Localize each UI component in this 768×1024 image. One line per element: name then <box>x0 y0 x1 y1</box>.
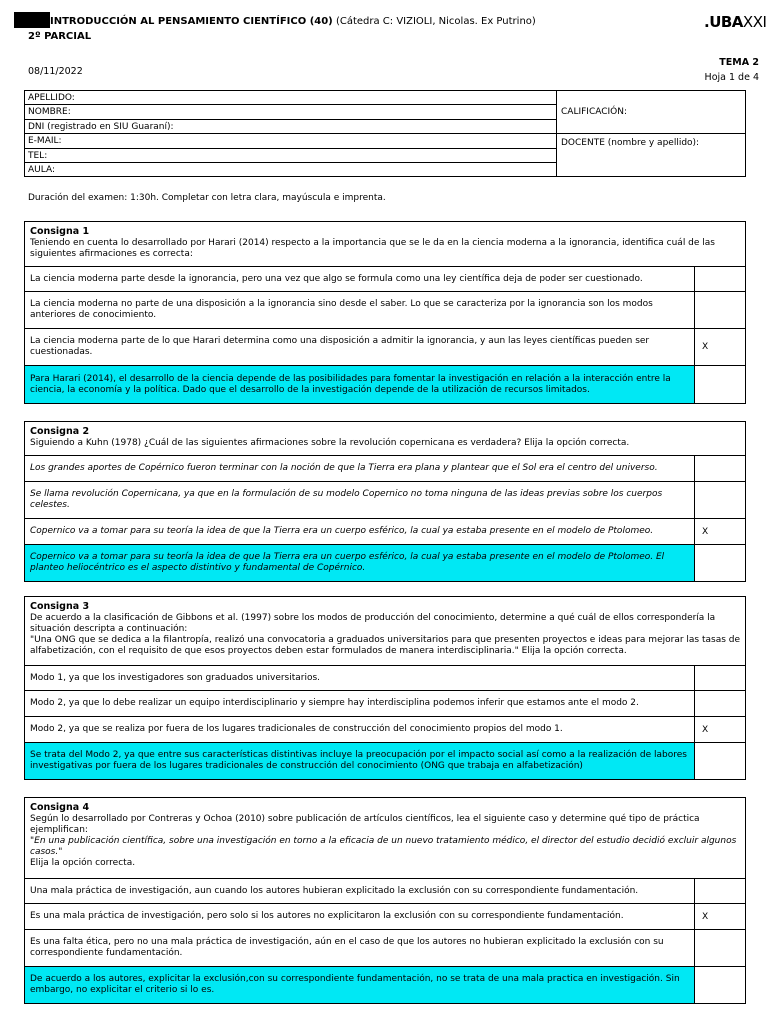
answer-option[interactable] <box>25 267 745 292</box>
option-mark-cell[interactable] <box>695 691 745 716</box>
question-header <box>25 222 745 267</box>
option-mark-cell[interactable] <box>695 292 745 328</box>
question-block-3 <box>24 596 746 780</box>
question-header <box>25 422 745 456</box>
question-header <box>25 798 745 879</box>
exam-name: 2º PARCIAL <box>28 31 92 42</box>
dni-field[interactable]: DNI (registrado en SIU Guaraní): <box>25 120 556 134</box>
question-title: Consigna 1 <box>30 226 90 237</box>
exam-instructions: Duración del examen: 1:30h. Completar con letra clara, mayúscula e imprenta. <box>28 193 386 203</box>
option-mark-cell[interactable] <box>695 666 745 690</box>
question-prompt: Según lo desarrollado por Contreras y Ochoa (2010) sobre publicación de artículos científicos, lea el siguiente caso y determine qué tipo de práctica ejemplifican: <box>30 814 700 835</box>
answer-option[interactable] <box>25 666 745 691</box>
answer-option[interactable] <box>25 879 745 904</box>
option-text: La ciencia moderna no parte de una disposición a la ignorancia sino desde el saber. Lo que se caracteriza por la ignorancia son los modos anteriores de conocimiento. <box>25 292 695 328</box>
answer-option[interactable] <box>25 904 745 930</box>
page-title <box>50 16 536 27</box>
email-field[interactable]: E-MAIL: <box>25 134 556 148</box>
question-title: Consigna 3 <box>30 601 90 612</box>
question-title: Consigna 2 <box>30 426 90 437</box>
answer-option-highlighted[interactable] <box>25 545 745 581</box>
answer-option[interactable] <box>25 519 745 545</box>
option-mark-cell[interactable]: X <box>702 526 709 537</box>
option-text: La ciencia moderna parte de lo que Harari determina como una disposición a admitir la ignorancia, y aun las leyes científicas pueden ser cuestionadas. <box>25 329 695 365</box>
option-mark-cell[interactable]: X <box>702 724 709 735</box>
apellido-field[interactable]: APELLIDO: <box>25 91 556 105</box>
answer-option-highlighted[interactable] <box>25 366 745 403</box>
question-prompt: Siguiendo a Kuhn (1978) ¿Cuál de las siguientes afirmaciones sobre la revolución copernicana es verdadera? Elija la opción correcta. <box>30 438 630 448</box>
option-text: Copernico va a tomar para su teoría la idea de que la Tierra era un cuerpo esférico, la cual ya estaba presente en el modelo de Ptolomeo. El planteo heliocéntrico es el aspecto distintivo y fundamental de Copérnico. <box>25 545 695 581</box>
exam-date: 08/11/2022 <box>28 66 83 77</box>
answer-option-highlighted[interactable] <box>25 967 745 1003</box>
option-text: Los grandes aportes de Copérnico fueron terminar con la noción de que la Tierra era plana y plantear que el Sol era el centro del universo. <box>25 456 695 481</box>
student-id-box <box>24 90 746 177</box>
option-mark-cell[interactable] <box>695 482 745 518</box>
answer-option[interactable] <box>25 292 745 329</box>
option-mark-cell[interactable] <box>695 267 745 291</box>
question-prompt: De acuerdo a la clasificación de Gibbons et al. (1997) sobre los modos de producción del conocimiento, determine a qué cuál de ellos correspondería la situación descripta a continuación: <box>30 613 716 634</box>
option-mark-cell[interactable] <box>695 545 745 581</box>
uba-xxi-logo: .UBAXXI <box>704 13 767 31</box>
option-mark-cell[interactable] <box>695 967 745 1003</box>
option-text: De acuerdo a los autores, explicitar la exclusión,con su correspondiente fundamentación, no se trata de una mala practica en investigación. Sin embargo, no explicitar el criterio si lo es. <box>25 967 695 1003</box>
option-text: Una mala práctica de investigación, aun cuando los autores hubieran explicitado la exclusión con su correspondiente fundamentación. <box>25 879 695 903</box>
course-name: INTRODUCCIÓN AL PENSAMIENTO CIENTÍFICO (40) <box>50 16 333 27</box>
option-text: La ciencia moderna parte desde la ignorancia, pero una vez que algo se formula como una ley científica deja de poder ser cuestionado. <box>25 267 695 291</box>
option-text: Se llama revolución Copernicana, ya que en la formulación de su modelo Copernico no toma ninguna de las ideas previas sobre los cuerpos celestes. <box>25 482 695 518</box>
option-mark-cell[interactable] <box>695 879 745 903</box>
option-text: Para Harari (2014), el desarrollo de la ciencia depende de las posibilidades para fomentar la investigación en relación a la interacción entre la ciencia, la economía y la política. Dado que el desarrollo de la investigación depende de la utilización de recursos limitados. <box>25 366 695 403</box>
option-text: Es una falta ética, pero no una mala práctica de investigación, aún en el caso de que los autores no hubieran explicitado la exclusión con su correspondiente fundamentación. <box>25 930 695 966</box>
aula-field[interactable]: AULA: <box>28 164 55 175</box>
option-mark-cell[interactable] <box>695 743 745 779</box>
question-header <box>25 597 745 666</box>
question-title: Consigna 4 <box>30 802 90 813</box>
option-text: Se trata del Modo 2, ya que entre sus características distintivas incluye la preocupación por el impacto social así como a la realización de labores investigativas por fuera de los lugares tradicionales de construcción del conocimiento (ONG que trabaja en alfabetización) <box>25 743 695 779</box>
question-prompt: Teniendo en cuenta lo desarrollado por Harari (2014) respecto a la importancia que se le da en la ciencia moderna a la ignorancia, identifica cuál de las siguientes afirmaciones es correcta: <box>30 238 715 259</box>
option-mark-cell[interactable]: X <box>702 342 709 352</box>
tema-label: TEMA 2 <box>719 57 759 68</box>
question-instruction: Elija la opción correcta. <box>30 858 136 868</box>
question-case: "Una ONG que se dedica a la filantropía, realizó una convocatoria a graduados universitarios para que presenten proyectos e ideas para mejorar las tasas de alfabetización, con el requisito de que esos proyectos deben estar formulados de manera interdisciplinaria." Elija la opción correcta. <box>30 635 741 656</box>
option-text: Modo 2, ya que se realiza por fuera de los lugares tradicionales de construcción del conocimiento propios del modo 1. <box>25 717 695 742</box>
option-mark-cell[interactable] <box>695 456 745 481</box>
calificacion-field[interactable]: CALIFICACIÓN: <box>557 91 745 134</box>
option-mark-cell[interactable]: X <box>702 911 709 922</box>
docente-field[interactable]: DOCENTE (nombre y apellido): <box>561 138 700 148</box>
option-mark-cell[interactable] <box>695 366 745 403</box>
answer-option[interactable] <box>25 456 745 482</box>
question-block-2 <box>24 421 746 582</box>
option-text: Es una mala práctica de investigación, pero solo si los autores no explicitaron la exclusión con su correspondiente fundamentación. <box>25 904 695 929</box>
question-block-4 <box>24 797 746 1004</box>
answer-option[interactable] <box>25 329 745 366</box>
option-text: Modo 2, ya que lo debe realizar un equipo interdisciplinario y siempre hay interdisciplina podemos inferir que estamos ante el modo 2. <box>25 691 695 716</box>
grading-fields <box>557 91 745 176</box>
tel-field[interactable]: TEL: <box>25 149 556 163</box>
option-mark-cell[interactable] <box>695 930 745 966</box>
answer-option[interactable] <box>25 930 745 967</box>
answer-option[interactable] <box>25 717 745 743</box>
question-block-1 <box>24 221 746 404</box>
redaction-box <box>14 12 50 28</box>
answer-option[interactable] <box>25 691 745 717</box>
answer-option[interactable] <box>25 482 745 519</box>
question-case: "En una publicación científica, sobre una investigación en torno a la eficacia de un nuevo tratamiento médico, el director del estudio decidió excluir algunos casos." <box>30 836 737 857</box>
option-text: Copernico va a tomar para su teoría la idea de que la Tierra era un cuerpo esférico, la cual ya estaba presente en el modelo de Ptolomeo. <box>25 519 695 544</box>
student-fields <box>25 91 557 176</box>
nombre-field[interactable]: NOMBRE: <box>25 105 556 119</box>
answer-option-highlighted[interactable] <box>25 743 745 779</box>
option-text: Modo 1, ya que los investigadores son graduados universitarios. <box>25 666 695 690</box>
page-counter: Hoja 1 de 4 <box>704 72 759 83</box>
catedra-text: (Cátedra C: VIZIOLI, Nicolas. Ex Putrino) <box>335 16 536 27</box>
